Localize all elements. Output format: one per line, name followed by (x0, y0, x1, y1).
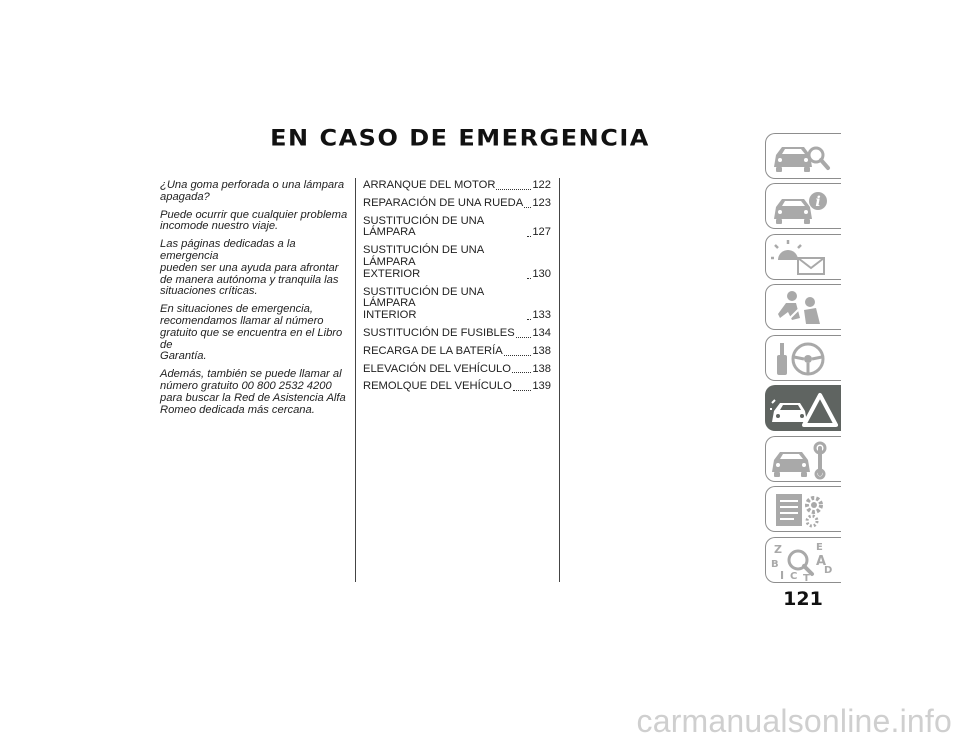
toc-page: 134 (532, 326, 551, 339)
svg-text:A: A (816, 554, 827, 569)
toc-page: 138 (532, 344, 551, 357)
toc-entry-bateria[interactable] (363, 346, 551, 358)
toc-entry-rueda[interactable] (363, 198, 551, 210)
svg-text:T: T (803, 573, 810, 581)
svg-text:C: C (790, 571, 798, 581)
alphabetical-index-icon (770, 541, 838, 581)
toc-leader (504, 355, 532, 356)
column-divider-left (355, 178, 356, 582)
toc-entry-lampara-exterior[interactable] (363, 245, 551, 280)
intro-paragraph: En situaciones de emergencia, recomendamos llamar al número gratuito que se encuentra en el Libro de Garantía. (160, 303, 343, 363)
toc-entry-fusibles[interactable] (363, 328, 551, 340)
toc-label: SUSTITUCIÓN DE UNA LÁMPARA (363, 214, 484, 239)
tab-index[interactable] (765, 537, 841, 583)
svg-text:Z: Z (774, 543, 782, 556)
toc-page: 138 (532, 362, 551, 375)
warning-light-message-icon (770, 238, 838, 278)
svg-text:i: i (815, 194, 821, 210)
toc-label: SUSTITUCIÓN DE UNA LÁMPARA INTERIOR (363, 285, 484, 322)
intro-paragraph: Puede ocurrir que cualquier problema incomode nuestro viaje. (160, 208, 348, 233)
car-wrench-icon (770, 440, 838, 480)
svg-text:B: B (771, 559, 779, 570)
toc-label: REPARACIÓN DE UNA RUEDA (363, 196, 524, 209)
toc-label: ELEVACIÓN DEL VEHÍCULO (363, 362, 511, 375)
toc-page: 123 (532, 196, 551, 209)
toc-leader (527, 278, 531, 279)
car-breakdown-warning-icon (770, 389, 838, 429)
toc-label: SUSTITUCIÓN DE FUSIBLES (363, 326, 515, 339)
toc-label: SUSTITUCIÓN DE UNA LÁMPARA EXTERIOR (363, 244, 484, 280)
toc-leader (524, 207, 531, 208)
page-number: 121 (783, 588, 823, 610)
toc-page: 139 (532, 380, 551, 393)
toc-leader (496, 189, 531, 190)
tab-technical-specifications[interactable] (765, 486, 841, 532)
car-info-icon (770, 187, 838, 227)
toc-label: ARRANQUE DEL MOTOR (363, 179, 496, 191)
toc-label: REMOLQUE DEL VEHÍCULO (363, 380, 512, 393)
svg-text:D: D (824, 565, 833, 576)
tab-in-an-emergency[interactable] (765, 385, 841, 431)
toc-entry-remolque[interactable] (363, 381, 551, 393)
toc-entry-lampara[interactable] (363, 216, 551, 240)
toc-leader (527, 236, 531, 237)
car-search-icon (770, 137, 838, 177)
intro-paragraph: Además, también se puede llamar al número gratuito 00 800 2532 4200 para buscar la Red de Asistencia Alfa Romeo dedicada más cercana. (160, 368, 346, 416)
tab-know-instrument-panel[interactable] (765, 183, 841, 229)
tab-warning-lights[interactable] (765, 234, 841, 280)
svg-text:I: I (780, 569, 785, 581)
passenger-airbag-icon (770, 288, 838, 328)
watermark: carmanualsonline.info (636, 703, 952, 739)
tab-getting-to-know[interactable] (765, 133, 841, 179)
toc-entry-lampara-interior[interactable] (363, 287, 551, 322)
key-steering-wheel-icon (770, 339, 838, 379)
intro-column (160, 180, 350, 422)
toc-page: 122 (532, 179, 551, 191)
toc-page: 133 (532, 309, 551, 322)
tab-safety[interactable] (765, 284, 841, 330)
toc-label: RECARGA DE LA BATERÍA (363, 344, 503, 357)
specs-gear-icon (770, 490, 838, 530)
tab-starting-driving[interactable] (765, 335, 841, 381)
toc-leader (512, 372, 531, 373)
toc-leader (516, 337, 532, 338)
toc-entry-arranque[interactable] (363, 180, 551, 192)
column-divider-right (559, 178, 560, 582)
svg-text:E: E (816, 542, 823, 553)
tab-maintenance-care[interactable] (765, 436, 841, 482)
toc-entry-elevacion[interactable] (363, 364, 551, 376)
toc-page: 130 (532, 267, 551, 280)
intro-paragraph: Las páginas dedicadas a la emergencia pueden ser una ayuda para afrontar de manera autónoma y tranquila las situaciones críticas. (160, 238, 339, 298)
page-title: EN CASO DE EMERGENCIA (270, 125, 650, 151)
table-of-contents (363, 180, 551, 399)
toc-leader (527, 319, 531, 320)
toc-page: 127 (532, 226, 551, 239)
toc-leader (513, 390, 532, 391)
intro-paragraph: ¿Una goma perforada o una lámpara apagada? (160, 179, 345, 203)
